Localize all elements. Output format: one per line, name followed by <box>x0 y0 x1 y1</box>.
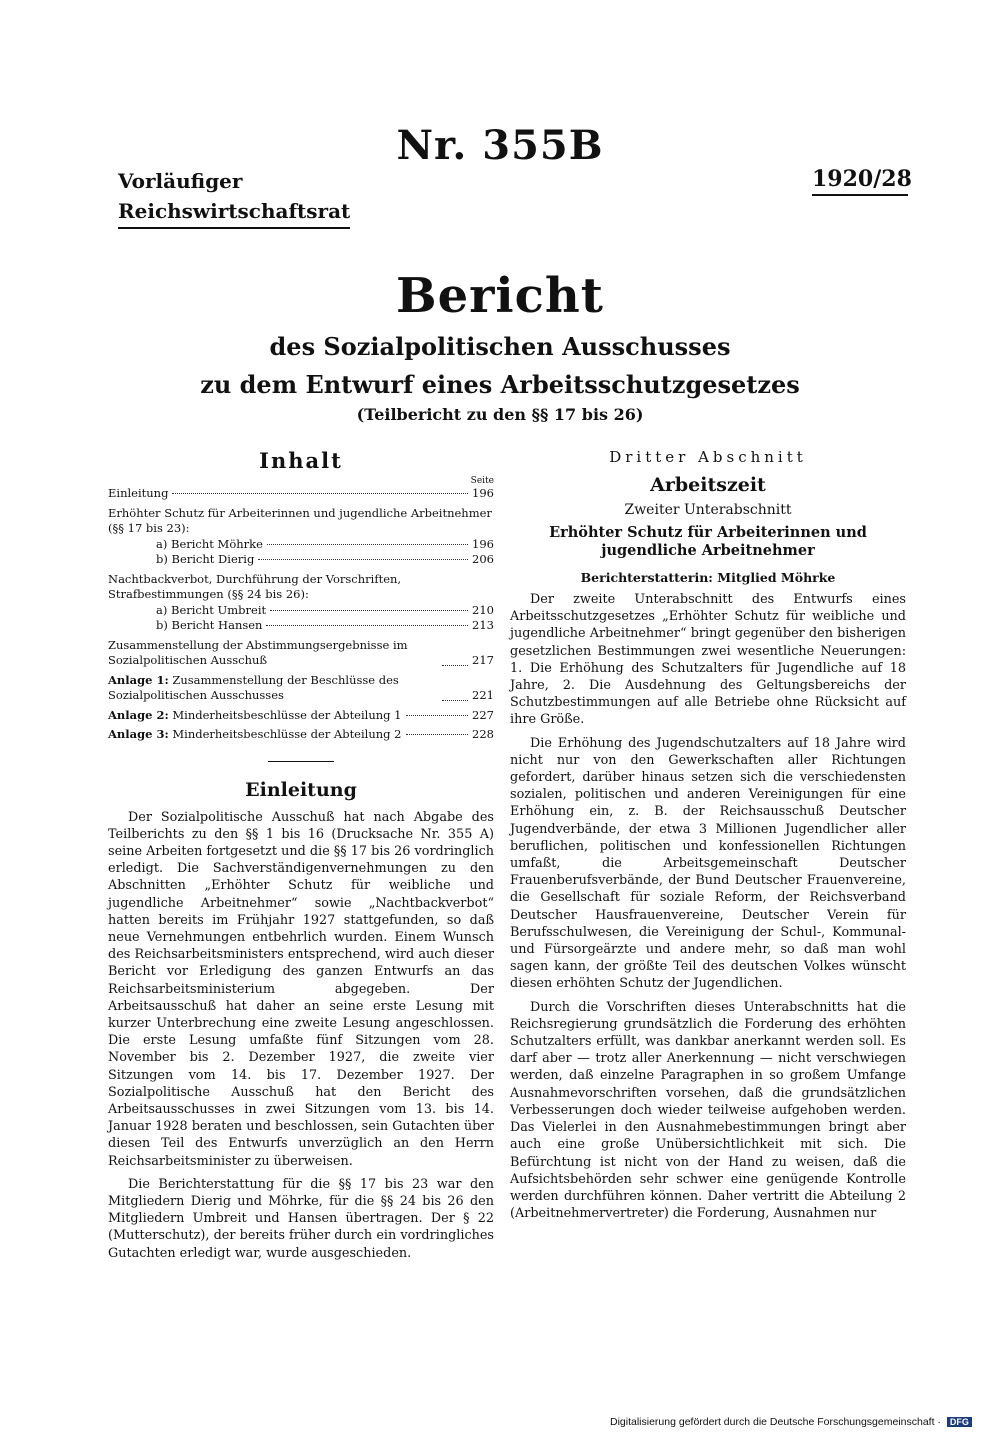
report-subtitle-1: des Sozialpolitischen Ausschusses <box>269 332 731 361</box>
toc-entry: a) Bericht Umbreit 210 <box>156 602 494 617</box>
subsection-title: Erhöhter Schutz für Arbeiterinnen und jugendliche Arbeitnehmer <box>549 524 867 559</box>
dfg-logo: DFG <box>947 1417 972 1427</box>
paragraph: Der Sozialpolitische Ausschuß hat nach Abgabe des Teilberichts zu den §§ 1 bis 16 (Drucksache Nr. 355 A) seine Arbeiten fortgesetzt und die §§ 17 bis 26 vordringlich erledigt. Die Sachverständigenvernehmungen zu den Abschnitten „Erhöhter Schutz für weibliche und jugendliche Arbeitnehmer“ sowie „Nachtbackverbot“ hatten bereits im Frühjahr 1927 stattgefunden, so daß neue Vernehmungen entbehrlich wurden. Einem Wunsch des Reichsarbeitsministers entsprechend, wird auch dieser Bericht vor Erledigung des ganzen Entwurfs an das Reichsarbeitsministerium abgegeben. Der Arbeitsausschuß hat daher an seine erste Lesung mit kurzer Unterbrechung eine zweite Lesung angeschlossen. Die erste Lesung umfaßte fünf Sitzungen vom 28. November bis 2. Dezember 1927, die zweite vier Sitzungen vom 14. bis 17. Dezember 1927. Der Sozialpolitische Ausschuß hat den Bericht des Arbeitsausschusses in zwei Sitzungen vom 13. bis 14. Januar 1928 beraten und beschlossen, sein Gutachten über diesen Teil des Entwurfs unverzüglich an den Herrn Reichsarbeitsminister zu überweisen. <box>108 809 494 1169</box>
toc-entry: Einleitung 196 <box>108 486 494 500</box>
toc-entry: b) Bericht Hansen 213 <box>156 618 494 632</box>
subsection-heading: Zweiter Unterabschnitt <box>624 502 792 518</box>
toc-entry: Zusammenstellung der Abstimmungsergebnisse im Sozialpolitischen Ausschuß 217 <box>108 637 494 667</box>
footer-text: Digitalisierung gefördert durch die Deutsche Forschungsgemeinschaft <box>610 1416 935 1428</box>
toc-entry: a) Bericht Möhrke 196 <box>156 536 494 551</box>
report-subtitle-3: (Teilbericht zu den §§ 17 bis 26) <box>356 405 644 424</box>
organization-line-2: Reichswirtschaftsrat <box>118 196 350 229</box>
paragraph: Die Erhöhung des Jugendschutzalters auf 18 Jahre wird nicht nur von den Gewerkschaften aller Richtungen gefordert, darüber hinaus setzen sich die verschiedensten sozialen, politischen und anderen Vereinigungen für eine Erhöhung ein, z. B. der Reichsausschuß Deutscher Jugendverbände, der etwa 3 Millionen Jugendlicher aller beruflichen, politischen und konfessionellen Richtungen umfaßt, die Arbeitsgemeinschaft Deutscher Frauenberufsverbände, der Bund Deutscher Frauenvereine, die Gesellschaft für soziale Reform, der Reichsverband Deutscher Hausfrauenvereine, Deutscher Verein für Berufsschulwesen, die Vereinigung der Schul-, Kommunal- und Fürsorgeärzte und andere mehr, so daß man wohl sagen kann, der größte Teil des deutschen Volkes wünscht diesen erhöhten Schutz der Jugendlichen. <box>510 735 906 992</box>
report-subtitle-2: zu dem Entwurf eines Arbeitsschutzgesetzes <box>200 370 800 399</box>
toc-entry: b) Bericht Dierig 206 <box>156 552 494 566</box>
section-heading-einleitung: Einleitung <box>108 761 494 801</box>
report-title: Bericht <box>396 268 604 324</box>
organization-line-1: Vorläufiger <box>118 169 243 193</box>
organization-name <box>118 166 350 229</box>
right-column <box>510 448 906 1228</box>
rapporteur-line: Berichterstatterin: Mitglied Möhrke <box>580 570 836 585</box>
footer-credit: Digitalisierung gefördert durch die Deutsche Forschungsgemeinschaft · DFG <box>610 1416 972 1428</box>
document-number: Nr. 355B <box>396 122 604 169</box>
paragraph: Der zweite Unterabschnitt des Entwurfs eines Arbeitsschutzgesetzes „Erhöhter Schutz für weibliche und jugendliche Arbeitnehmer“ bringt gegenüber den bisherigen gesetzlichen Bestimmungen zwei wesentliche Neuerungen: 1. Die Erhöhung des Schutzalters für Jugendliche auf 18 Jahre, 2. Die Ausdehnung des Geltungsbereichs der Schutzbestimmungen auf alle Betriebe ohne Rücksicht auf ihre Größe. <box>510 592 906 728</box>
toc-heading: Inhalt <box>259 448 343 473</box>
toc-entry: Nachtbackverbot, Durchführung der Vorschriften, Strafbestimmungen (§§ 24 bis 26): <box>108 571 402 601</box>
toc-page-label: Seite <box>470 476 494 486</box>
section-title: Arbeitszeit <box>650 474 766 496</box>
paragraph: Durch die Vorschriften dieses Unterabschnitts hat die Reichsregierung grundsätzlich die Forderung des erhöhten Schutzalters erfüllt, was dankbar anerkannt werden soll. Es darf aber — trotz aller Anerkennung — nicht verschwiegen werden, daß einzelne Paragraphen in so großem Umfange Ausnahmevorschriften vorsehen, daß die grundsätzlichen Verbesserungen doch wieder teilweise aufgehoben werden. Das Vielerlei in den Ausnahmebestimmungen bringt aber auch eine große Unübersichtlichkeit mit sich. Die Befürchtung ist nicht von der Hand zu weisen, daß die Aufsichtsbehörden sehr schwer eine genügende Kontrolle werden durchführen können. Daher vertritt die Abteilung 2 (Arbeitnehmervertreter) die Forderung, Ausnahmen nur <box>510 999 906 1222</box>
toc-entry: Erhöhter Schutz für Arbeiterinnen und jugendliche Arbeitnehmer (§§ 17 bis 23): <box>108 505 492 535</box>
table-of-contents <box>108 486 494 743</box>
paragraph: Die Berichterstattung für die §§ 17 bis 23 war den Mitgliedern Dierig und Möhrke, für die §§ 24 bis 26 den Mitgliedern Umbreit und Hansen übertragen. Der § 22 (Mutterschutz), der bereits früher durch ein vordringliches Gutachten erledigt war, wurde ausgeschieden. <box>108 1176 494 1261</box>
toc-entry: Anlage 1: Zusammenstellung der Beschlüsse des Sozialpolitischen Ausschusses 221 <box>108 672 494 702</box>
toc-entry: Anlage 2: Minderheitsbeschlüsse der Abteilung 1 227 <box>108 707 494 722</box>
left-column <box>108 448 494 1268</box>
section-heading: Dritter Abschnitt <box>609 448 807 466</box>
toc-entry: Anlage 3: Minderheitsbeschlüsse der Abteilung 2 228 <box>108 727 494 741</box>
document-year: 1920/28 <box>812 166 908 196</box>
